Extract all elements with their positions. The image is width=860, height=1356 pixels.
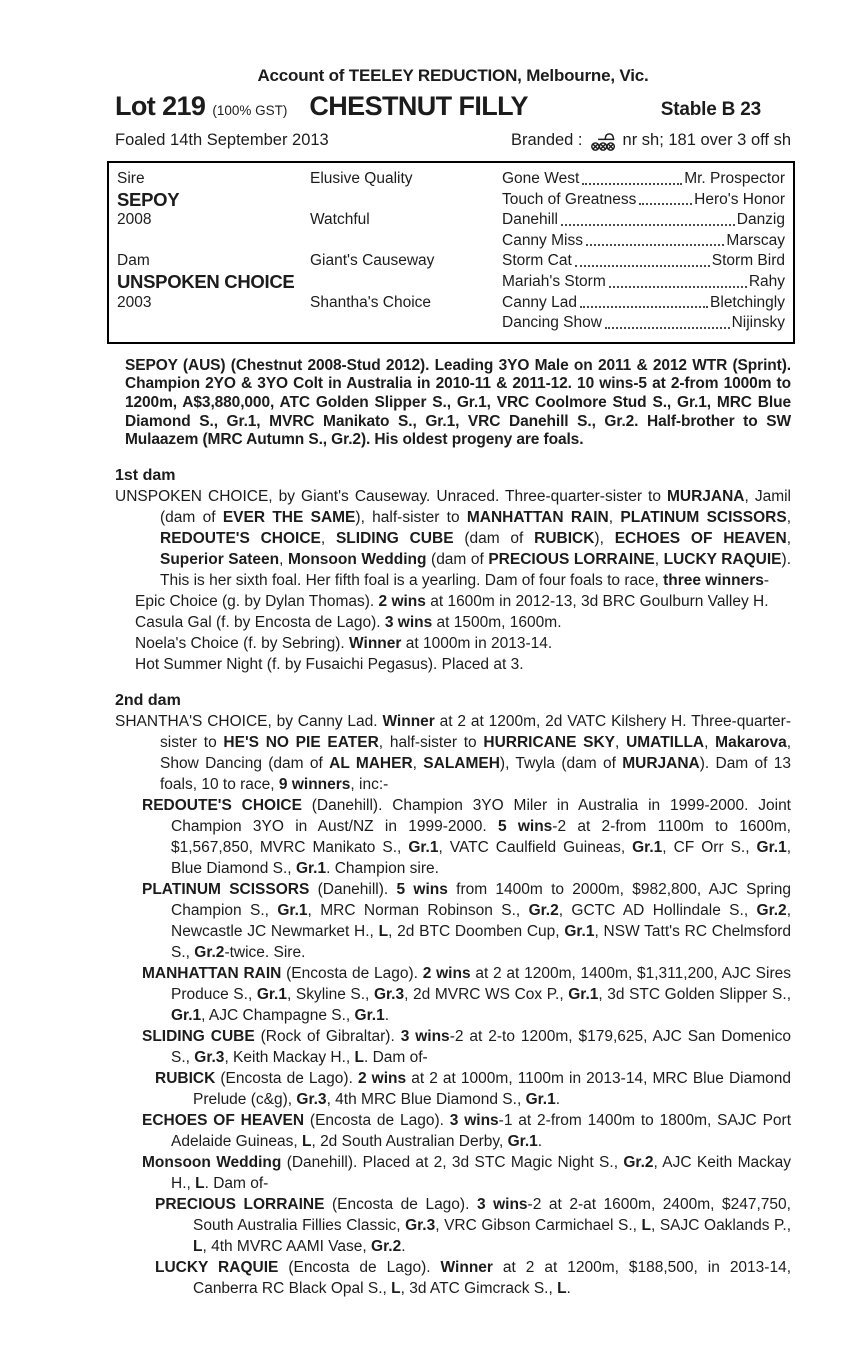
ancestor-name: Dancing Show (502, 314, 602, 332)
pedigree-ancestor-cell (502, 210, 785, 231)
pedigree-horse-cell: Dam (117, 252, 150, 270)
second-dam-heading: 2nd dam (115, 691, 181, 709)
dotted-leader (586, 231, 724, 247)
pedigree-paragraph: Noela's Choice (f. by Sebring). Winner at 1000m in 2013-14. (135, 634, 553, 652)
ancestor-name: Marscay (726, 231, 785, 249)
stud-brand-icon (590, 132, 617, 153)
pedigree-paragraph: Epic Choice (g. by Dylan Thomas). 2 wins at 1600m in 2012-13, 3d BRC Goulburn Valley H. (135, 592, 769, 610)
pedigree-row (117, 210, 785, 231)
pedigree-paragraph: Hot Summer Night (f. by Fusaichi Pegasus). Placed at 3. (135, 655, 524, 673)
dotted-leader (575, 251, 710, 267)
dotted-leader (605, 313, 730, 329)
page-content (115, 0, 791, 1299)
first-dam-section (115, 486, 791, 675)
ancestor-name: Gone West (502, 170, 580, 187)
lot-number: Lot 219 (115, 91, 206, 121)
ancestor-name: Storm Cat (502, 252, 572, 270)
pedigree-row (117, 231, 785, 252)
pedigree-row (117, 190, 785, 211)
pedigree-paragraph: ECHOES OF HEAVEN (Encosta de Lago). 3 wins-1 at 2-from 1400m to 1800m, SAJC Port Adelaide Guineas, L, 2d South Australian Derby, Gr.1. (142, 1111, 792, 1150)
brand-placement: nr sh; 181 over 3 off sh (622, 131, 791, 149)
pedigree-parent-cell: Giant's Causeway (310, 252, 435, 270)
ancestor-name: Danehill (502, 211, 559, 229)
pedigree-horse-cell: 2003 (117, 293, 152, 311)
pedigree-row (117, 313, 785, 334)
pedigree-paragraph: UNSPOKEN CHOICE, by Giant's Causeway. Unraced. Three-quarter-sister to MURJANA, Jamil (dam of EVER THE SAME), half-sister to MANHATTAN RAIN, PLATINUM SCISSORS, REDOUTE'S CHOICE, SLIDING CUBE (dam of RUBICK), ECHOES OF HEAVEN, Superior Sateen, Monsoon Wedding (dam of PRECIOUS LORRAINE, LUCKY RAQUIE). This is her sixth foal. Her fifth foal is a yearling. Dam of four foals to race, three winners- (115, 487, 791, 589)
pedigree-ancestor-cell (502, 251, 785, 272)
ancestor-name: Canny Miss (502, 231, 583, 249)
lot-line (115, 91, 791, 122)
pedigree-horse-cell: UNSPOKEN CHOICE (117, 270, 295, 292)
pedigree-table (107, 161, 795, 344)
pedigree-ancestor-cell (502, 169, 785, 190)
pedigree-horse-cell: 2008 (117, 211, 152, 229)
pedigree-parent-cell (310, 313, 502, 334)
gst-note: (100% GST) (212, 103, 288, 118)
ancestor-name: Storm Bird (711, 252, 785, 270)
pedigree-paragraph: LUCKY RAQUIE (Encosta de Lago). Winner at 2 at 1200m, $188,500, in 2013-14, Canberra RC Black Opal S., L, 3d ATC Gimcrack S., L. (155, 1258, 792, 1297)
pedigree-parent-cell (310, 272, 502, 293)
foaled-line (115, 131, 791, 150)
pedigree-horse-cell (117, 313, 310, 334)
ancestor-name: Nijinsky (731, 314, 785, 332)
pedigree-ancestor-cell (502, 313, 785, 334)
pedigree-row (117, 251, 785, 272)
pedigree-horse-cell (117, 231, 310, 252)
foaled-date: Foaled 14th September 2013 (115, 131, 329, 149)
pedigree-ancestor-cell (502, 231, 785, 252)
pedigree-parent-cell: Watchful (310, 211, 370, 229)
ancestor-name: Mr. Prospector (684, 170, 785, 187)
ancestor-name: Mariah's Storm (502, 272, 606, 290)
pedigree-row (117, 272, 785, 293)
pedigree-paragraph: Monsoon Wedding (Danehill). Placed at 2, 3d STC Magic Night S., Gr.2, AJC Keith Mackay H., L. Dam of- (142, 1153, 791, 1192)
pedigree-paragraph: PLATINUM SCISSORS (Danehill). 5 wins from 1400m to 2000m, $982,800, AJC Spring Champion S., Gr.1, MRC Norman Robinson S., Gr.2, GCTC AD Hollindale S., Gr.2, Newcastle JC Newmarket H., L, 2d BTC Doomben Cup, Gr.1, NSW Tatt's RC Chelmsford S., Gr.2-twice. Sire. (142, 880, 792, 961)
pedigree-paragraph: REDOUTE'S CHOICE (Danehill). Champion 3YO Miler in Australia in 1999-2000. Joint Champion 3YO in Aust/NZ in 1999-2000. 5 wins-2 at 2-from 1100m to 1600m, $1,567,850, MVRC Manikato S., Gr.1, VATC Caulfield Guineas, Gr.1, CF Orr S., Gr.1, Blue Diamond S., Gr.1. Champion sire. (142, 796, 792, 877)
ancestor-name: Touch of Greatness (502, 190, 637, 208)
account-line: Account of TEELEY REDUCTION, Melbourne, Vic. (257, 66, 649, 85)
pedigree-paragraph: RUBICK (Encosta de Lago). 2 wins at 2 at 1000m, 1100m in 2013-14, MRC Blue Diamond Prelude (c&g), Gr.3, 4th MRC Blue Diamond S., Gr.1. (155, 1069, 791, 1108)
page-title: CHESTNUT FILLY (309, 91, 528, 121)
pedigree-row (117, 169, 785, 190)
ancestor-name: Rahy (748, 272, 785, 290)
pedigree-row (117, 293, 785, 314)
pedigree-horse-cell: SEPOY (117, 188, 180, 210)
dotted-leader (580, 293, 708, 309)
dotted-leader (582, 169, 682, 185)
pedigree-parent-cell (310, 190, 502, 211)
branded-info (511, 131, 791, 150)
pedigree-parent-cell (310, 231, 502, 252)
pedigree-parent-cell: Elusive Quality (310, 170, 413, 187)
first-dam-heading: 1st dam (115, 466, 176, 484)
pedigree-paragraph: PRECIOUS LORRAINE (Encosta de Lago). 3 wins-2 at 2-at 1600m, 2400m, $247,750, South Australia Fillies Classic, Gr.3, VRC Gibson Carmichael S., L, SAJC Oaklands P., L, 4th MVRC AAMI Vase, Gr.2. (155, 1195, 791, 1255)
dotted-leader (609, 272, 747, 288)
pedigree-paragraph: Casula Gal (f. by Encosta de Lago). 3 wins at 1500m, 1600m. (135, 613, 562, 631)
pedigree-paragraph: SLIDING CUBE (Rock of Gibraltar). 3 wins-2 at 2-to 1200m, $179,625, AJC San Domenico S., Gr.3, Keith Mackay H., L. Dam of- (142, 1027, 791, 1066)
pedigree-ancestor-cell (502, 190, 785, 211)
branded-label: Branded : (510, 131, 583, 149)
pedigree-ancestor-cell (502, 272, 785, 293)
ancestor-name: Canny Lad (502, 293, 577, 311)
dotted-leader (639, 190, 692, 206)
dotted-leader (561, 210, 735, 226)
ancestor-name: Danzig (736, 211, 785, 229)
stable-number: Stable B 23 (660, 99, 761, 120)
sire-summary: SEPOY (AUS) (Chestnut 2008-Stud 2012). Leading 3YO Male on 2011 & 2012 WTR (Sprint). Champion 2YO & 3YO Colt in Australia in 2010-11 & 2011-12. 10 wins-5 at 2-from 1000m to 1200m, A$3,880,000, ATC Golden Slipper S., Gr.1, VRC Coolmore Stud S., Gr.1, MRC Blue Diamond S., Gr.1, MVRC Manikato S., Gr.1, VRC Danehill S., Gr.2. Half-brother to SW Mulaazem (MRC Autumn S., Gr.2). His oldest progeny are foals. (125, 356, 791, 449)
pedigree-ancestor-cell (502, 293, 785, 314)
pedigree-paragraph: SHANTHA'S CHOICE, by Canny Lad. Winner at 2 at 1200m, 2d VATC Kilshery H. Three-quarter-sister to HE'S NO PIE EATER, half-sister to HURRICANE SKY, UMATILLA, Makarova, Show Dancing (dam of AL MAHER, SALAMEH), Twyla (dam of MURJANA). Dam of 13 foals, 10 to race, 9 winners, inc:- (115, 712, 792, 793)
pedigree-parent-cell: Shantha's Choice (310, 293, 432, 311)
second-dam-section (115, 711, 791, 1299)
pedigree-horse-cell: Sire (117, 170, 145, 187)
pedigree-paragraph: MANHATTAN RAIN (Encosta de Lago). 2 wins at 2 at 1200m, 1400m, $1,311,200, AJC Sires Produce S., Gr.1, Skyline S., Gr.3, 2d MVRC WS Cox P., Gr.1, 3d STC Golden Slipper S., Gr.1, AJC Champagne S., Gr.1. (142, 964, 791, 1024)
ancestor-name: Hero's Honor (694, 190, 785, 208)
ancestor-name: Bletchingly (710, 293, 785, 311)
